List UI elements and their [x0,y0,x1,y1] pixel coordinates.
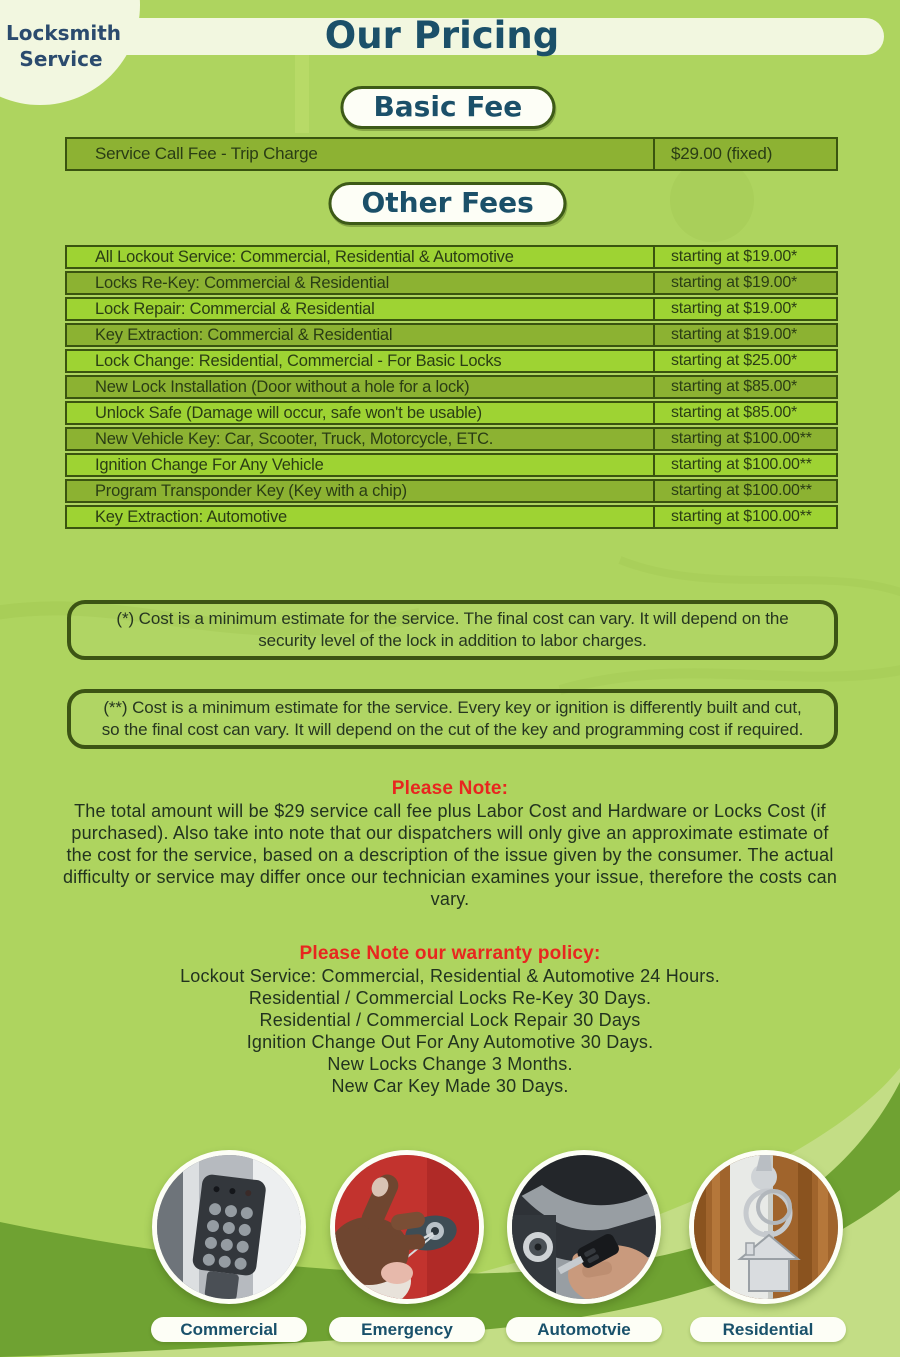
warranty-item: Ignition Change Out For Any Automotive 30 Days. [246,1032,654,1052]
warranty-list [60,965,840,1097]
fee-row [65,375,838,399]
fee-service: Key Extraction: Automotive [95,507,287,526]
fee-price: starting at $100.00** [653,507,836,527]
fee-row [65,349,838,373]
logo-text [6,20,122,72]
warranty-item: Lockout Service: Commercial, Residential & Automotive 24 Hours. [180,966,720,986]
fee-service: Unlock Safe (Damage will occur, safe won't be usable) [95,403,482,422]
fee-row [65,505,838,529]
fee-price: starting at $19.00* [653,325,836,345]
warranty-item: New Locks Change 3 Months. [327,1054,573,1074]
label-automotive: Automotvie [506,1317,662,1342]
warranty-item: New Car Key Made 30 Days. [331,1076,569,1096]
fee-service: Ignition Change For Any Vehicle [95,455,324,474]
fee-price: starting at $19.00* [653,273,836,293]
category-residential [689,1150,843,1304]
fee-service: Service Call Fee - Trip Charge [95,144,318,163]
page-title: Our Pricing [324,14,560,57]
fee-row [65,479,838,503]
fee-service: Program Transponder Key (Key with a chip) [95,481,407,500]
fee-service: Key Extraction: Commercial & Residential [95,325,393,344]
logo-line2: Service [19,47,103,71]
fee-price: starting at $19.00* [653,247,836,267]
fee-service: New Lock Installation (Door without a hole for a lock) [95,377,470,396]
fee-service: Lock Repair: Commercial & Residential [95,299,375,318]
label-residential: Residential [690,1317,846,1342]
fee-row [65,453,838,477]
asterisk-note-box: (*) Cost is a minimum estimate for the service. The final cost can vary. It will depend on the security level of the lock in addition to labor charges. [67,600,838,660]
fee-row [65,271,838,295]
basic-fee-heading: Basic Fee [340,86,555,129]
fee-service: New Vehicle Key: Car, Scooter, Truck, Motorcycle, ETC. [95,429,494,448]
residential-photo [689,1150,843,1304]
fee-service: Lock Change: Residential, Commercial - For Basic Locks [95,351,502,370]
fee-price: starting at $100.00** [653,429,836,449]
commercial-photo [152,1150,306,1304]
fee-price: starting at $100.00** [653,455,836,475]
please-note-heading: Please Note: [391,778,509,799]
double-asterisk-note-box: (**) Cost is a minimum estimate for the service. Every key or ignition is differently built and cut, so the final cost can vary. It will depend on the cut of the key and programming cost if required. [67,689,838,749]
warranty-item: Residential / Commercial Lock Repair 30 Days [259,1010,641,1030]
label-commercial: Commercial [151,1317,307,1342]
fee-price: starting at $19.00* [653,299,836,319]
label-emergency: Emergency [329,1317,485,1342]
fee-service: All Lockout Service: Commercial, Residential & Automotive [95,247,514,266]
other-fees-table [65,245,838,531]
warranty-heading: Please Note our warranty policy: [299,943,601,964]
fee-price: starting at $25.00* [653,351,836,371]
category-commercial [152,1150,306,1304]
fee-price: starting at $100.00** [653,481,836,501]
please-note-paragraph: The total amount will be $29 service call fee plus Labor Cost and Hardware or Locks Cost (if purchased). Also take into note that our dispatchers will only give an approximate estimate of the cost for the service, based on a description of the issue given by the consumer. The actual difficulty or service may differ once our technician examines your issue, therefore the costs can vary. [62,801,838,909]
fee-row [65,401,838,425]
fee-row [65,297,838,321]
fee-price: starting at $85.00* [653,377,836,397]
category-emergency [330,1150,484,1304]
fee-price: starting at $85.00* [653,403,836,423]
fee-service: Locks Re-Key: Commercial & Residential [95,273,390,292]
fee-row [65,427,838,451]
other-fees-heading: Other Fees [328,182,566,225]
logo-line1: Locksmith [6,21,122,45]
basic-fee-table [65,137,838,171]
automotive-photo [507,1150,661,1304]
fee-row [65,137,838,171]
fee-row [65,245,838,269]
fee-price: $29.00 (fixed) [653,139,836,169]
fee-row [65,323,838,347]
emergency-photo [330,1150,484,1304]
category-automotive [507,1150,661,1304]
warranty-item: Residential / Commercial Locks Re-Key 30 Days. [248,988,652,1008]
